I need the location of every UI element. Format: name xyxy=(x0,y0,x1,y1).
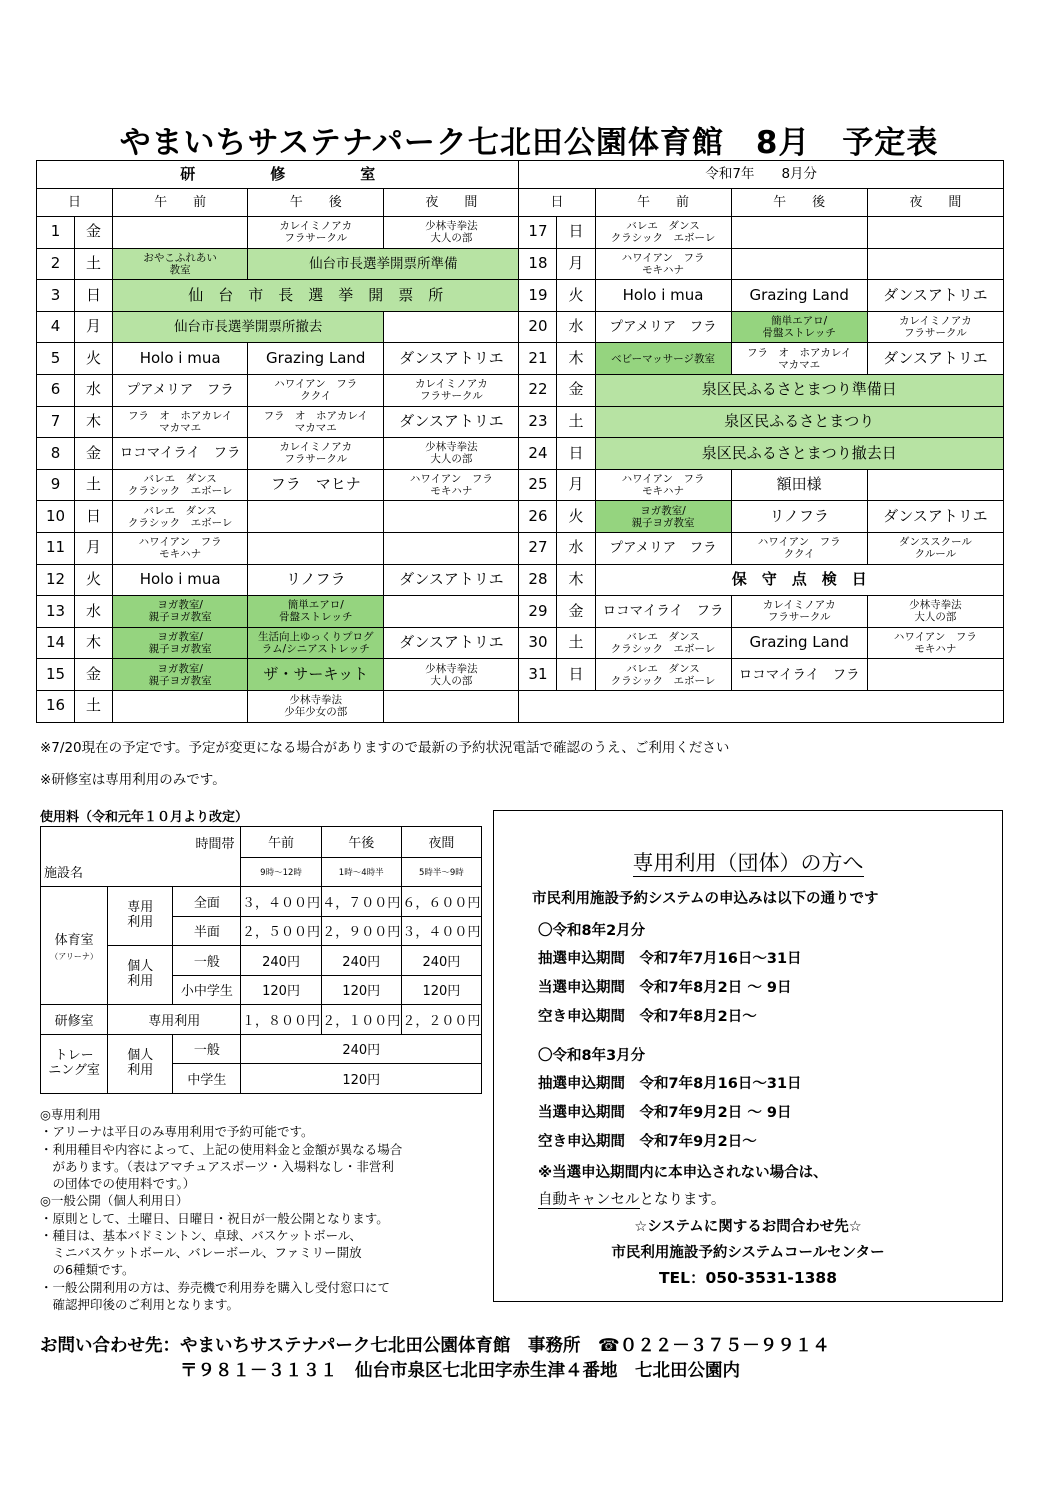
day-number: 15 xyxy=(37,659,75,691)
weekday: 金 xyxy=(75,438,113,470)
gym-sub: （アリーナ） xyxy=(50,951,98,961)
event-am: ヨガ教室/ 親子ヨガ教室 xyxy=(595,501,731,533)
day-number: 30 xyxy=(519,627,557,659)
rule-line: ・原則として、土曜日、日曜日・祝日が一般公開となります。 xyxy=(40,1210,389,1226)
event-am: バレエ ダンス クラシック エボーレ xyxy=(595,217,731,249)
weekday: 日 xyxy=(557,438,595,470)
student-label: 小中学生 xyxy=(173,975,241,1005)
event-am: バレエ ダンス クラシック エボーレ xyxy=(595,627,731,659)
weekday: 木 xyxy=(75,406,113,438)
call-center-name: 市民利用施設予約システムコールセンター xyxy=(611,1245,885,1261)
weekday: 月 xyxy=(75,532,113,564)
training-pm: ２，１００円 xyxy=(321,1005,401,1035)
event-night xyxy=(384,596,519,628)
event-pm xyxy=(731,248,867,280)
mar-heading: 〇令和8年3月分 xyxy=(538,1048,646,1064)
event-night: 少林寺拳法 大人の部 xyxy=(867,596,1003,628)
half-label: 半面 xyxy=(173,916,241,946)
event-night: ダンスアトリエ xyxy=(867,280,1003,312)
trainer-student-value: 120円 xyxy=(241,1064,482,1094)
event-night xyxy=(384,311,519,343)
day-number: 22 xyxy=(519,374,557,406)
event-pm xyxy=(731,217,867,249)
rule-line: の団体での使用料です。） xyxy=(40,1176,196,1191)
event-am: おやこふれあい 教室 xyxy=(113,248,248,280)
weekday: 水 xyxy=(557,532,595,564)
event-pm: カレイミノアカ フラサークル xyxy=(248,438,384,470)
event-pm: フラ マヒナ xyxy=(248,469,384,501)
rule-line: ・利用種目や内容によって、上記の使用料金と金額が異なる場合 xyxy=(40,1141,403,1157)
weekday: 日 xyxy=(75,501,113,533)
student-pm: 120円 xyxy=(321,975,401,1005)
weekday: 日 xyxy=(557,217,595,249)
weekday: 水 xyxy=(557,311,595,343)
event-night: ハワイアン フラ モキハナ xyxy=(867,627,1003,659)
day-number: 29 xyxy=(519,596,557,628)
empty-cell xyxy=(519,690,1004,722)
day-number: 10 xyxy=(37,501,75,533)
table-row xyxy=(37,217,1004,249)
event-am xyxy=(113,690,248,722)
event-am: ハワイアン フラ モキハナ xyxy=(113,532,248,564)
group-box-title-text: 専用利用（団体）の方へ xyxy=(632,851,864,875)
training-room-label: 研修室 xyxy=(41,1005,108,1035)
event-night: ダンスアトリエ xyxy=(384,564,519,596)
individual-label: 個人 利用 xyxy=(108,946,173,1005)
page-title: やまいちサステナパーク七北田公園体育館 8月 予定表 xyxy=(119,125,939,161)
day-number: 18 xyxy=(519,248,557,280)
mar-vacancy: 空き申込期間 令和7年9月2日～ xyxy=(538,1134,757,1150)
am-head: 午前 xyxy=(241,827,321,858)
cancel-warning: ※当選申込期間内に本申込されない場合は、 xyxy=(538,1165,828,1181)
full-am: ３，４００円 xyxy=(241,887,321,917)
mar-winner: 当選申込期間 令和7年9月2日 ～ 9日 xyxy=(538,1105,792,1121)
table-row xyxy=(37,406,1004,438)
contact-heading: ☆システムに関するお問合わせ先☆ xyxy=(634,1219,862,1235)
event-pm: カレイミノアカ フラサークル xyxy=(731,596,867,628)
weekday: 水 xyxy=(75,374,113,406)
event-night xyxy=(384,501,519,533)
event-pm: ハワイアン フラ ククイ xyxy=(731,532,867,564)
event-night: ダンススクール クルール xyxy=(867,532,1003,564)
weekday: 火 xyxy=(557,280,595,312)
weekday: 土 xyxy=(75,248,113,280)
weekday: 土 xyxy=(557,627,595,659)
day-number: 5 xyxy=(37,343,75,375)
general-label: 一般 xyxy=(173,946,241,976)
table-row xyxy=(37,469,1004,501)
event-full-day: 仙 台 市 長 選 挙 開 票 所 xyxy=(113,280,519,312)
event-full-day: 保 守 点 検 日 xyxy=(595,564,1004,596)
full-label: 全面 xyxy=(173,887,241,917)
general-night: 240円 xyxy=(401,946,481,976)
table-row xyxy=(37,690,1004,722)
table-row xyxy=(37,501,1004,533)
event-am: ヨガ教室/ 親子ヨガ教室 xyxy=(113,627,248,659)
event-pm-night: 仙台市長選挙開票所準備 xyxy=(248,248,519,280)
event-am: ヨガ教室/ 親子ヨガ教室 xyxy=(113,659,248,691)
event-night: 少林寺拳法 大人の部 xyxy=(384,217,519,249)
usage-rules xyxy=(40,1106,490,1313)
day-number: 16 xyxy=(37,690,75,722)
event-full-day: 泉区民ふるさとまつり準備日 xyxy=(595,374,1004,406)
event-am: ハワイアン フラ モキハナ xyxy=(595,248,731,280)
day-number: 20 xyxy=(519,311,557,343)
room-header: 研 修 室 xyxy=(37,161,519,189)
day-number: 26 xyxy=(519,501,557,533)
weekday: 土 xyxy=(75,469,113,501)
event-night xyxy=(867,217,1003,249)
pm-column-header: 午 後 xyxy=(248,189,384,217)
weekday: 月 xyxy=(75,311,113,343)
student-am: 120円 xyxy=(241,975,321,1005)
day-number: 17 xyxy=(519,217,557,249)
event-pm: ザ・サーキット xyxy=(248,659,384,691)
weekday: 金 xyxy=(75,217,113,249)
feb-vacancy: 空き申込期間 令和7年8月2日～ xyxy=(538,1009,757,1025)
event-night xyxy=(867,248,1003,280)
training-use-label: 専用利用 xyxy=(108,1005,241,1035)
schedule-note: ※7/20現在の予定です。予定が変更になる場合がありますので最新の予約状況電話で確認のうえ、ご利用ください xyxy=(40,740,730,756)
weekday: 月 xyxy=(557,248,595,280)
event-pm: ハワイアン フラ ククイ xyxy=(248,374,384,406)
half-am: ２，５００円 xyxy=(241,916,321,946)
gym-label: 体育室 xyxy=(54,932,94,948)
event-pm: 少林寺拳法 少年少女の部 xyxy=(248,690,384,722)
day-number: 19 xyxy=(519,280,557,312)
weekday: 金 xyxy=(75,659,113,691)
event-am: プアメリア フラ xyxy=(595,311,731,343)
day-number: 12 xyxy=(37,564,75,596)
full-pm: ４，７００円 xyxy=(321,887,401,917)
group-box-title xyxy=(494,847,1002,877)
group-box-intro: 市民利用施設予約システムの申込みは以下の通りです xyxy=(532,891,879,907)
event-pm: Grazing Land xyxy=(731,280,867,312)
day-number: 9 xyxy=(37,469,75,501)
table-row xyxy=(37,248,1004,280)
feb-heading: 〇令和8年2月分 xyxy=(538,923,646,939)
event-pm: ロコマイライ フラ xyxy=(731,659,867,691)
table-row xyxy=(37,659,1004,691)
event-am: バレエ ダンス クラシック エボーレ xyxy=(113,469,248,501)
rule-line: ◎一般公開（個人利用日） xyxy=(40,1193,189,1209)
day-number: 1 xyxy=(37,217,75,249)
rule-line: ◎専用利用 xyxy=(40,1107,101,1122)
rule-line: ・一般公開利用の方は、券売機で利用券を購入し受付窓口にて xyxy=(40,1279,391,1295)
table-row xyxy=(37,532,1004,564)
day-number: 6 xyxy=(37,374,75,406)
day-number: 27 xyxy=(519,532,557,564)
event-am: ロコマイライ フラ xyxy=(595,596,731,628)
day-number: 23 xyxy=(519,406,557,438)
event-pm: 額田様 xyxy=(731,469,867,501)
training-night: ２，２００円 xyxy=(401,1005,481,1035)
weekday: 水 xyxy=(75,596,113,628)
weekday: 火 xyxy=(75,343,113,375)
trainer-room-label: トレー ニング室 xyxy=(41,1034,108,1093)
table-row xyxy=(37,311,1004,343)
training-am: １，８００円 xyxy=(241,1005,321,1035)
trainer-use-label: 個人 利用 xyxy=(108,1034,173,1093)
auto-cancel-text: 自動キャンセル xyxy=(538,1192,640,1208)
table-row xyxy=(37,564,1004,596)
footer-contact xyxy=(40,1334,830,1385)
table-row xyxy=(37,280,1004,312)
exclusive-label: 専用 利用 xyxy=(108,887,173,946)
event-night: カレイミノアカ フラサークル xyxy=(867,311,1003,343)
day-column-header: 日 xyxy=(519,189,595,217)
event-pm: フラ オ ホアカレイ マカマエ xyxy=(731,343,867,375)
rule-line: 確認押印後のご利用となります。 xyxy=(40,1296,240,1312)
fee-table xyxy=(40,826,482,1094)
table-row xyxy=(37,438,1004,470)
event-pm: フラ オ ホアカレイ マカマエ xyxy=(248,406,384,438)
footer-line-2: 〒９８１－３１３１ 仙台市泉区七北田字赤生津４番地 七北田公園内 xyxy=(40,1361,740,1382)
pm-head: 午後 xyxy=(321,827,401,858)
event-am: プアメリア フラ xyxy=(595,532,731,564)
day-number: 14 xyxy=(37,627,75,659)
table-row xyxy=(37,596,1004,628)
event-night xyxy=(384,690,519,722)
event-pm: リノフラ xyxy=(248,564,384,596)
weekday: 火 xyxy=(75,564,113,596)
table-row xyxy=(37,627,1004,659)
day-number: 2 xyxy=(37,248,75,280)
event-am: ロコマイライ フラ xyxy=(113,438,248,470)
weekday: 火 xyxy=(557,501,595,533)
day-number: 4 xyxy=(37,311,75,343)
event-night: ダンスアトリエ xyxy=(384,343,519,375)
event-pm: リノフラ xyxy=(731,501,867,533)
full-night: ６，６００円 xyxy=(401,887,481,917)
footer-line-1: お問い合わせ先：やまいちサステナパーク七北田公園体育館 事務所 ☎０２２－３７５－９９１４ xyxy=(40,1336,830,1356)
event-am: バレエ ダンス クラシック エボーレ xyxy=(595,659,731,691)
event-am: Holo i mua xyxy=(113,343,248,375)
day-number: 3 xyxy=(37,280,75,312)
time-label: 時間帯 xyxy=(41,827,241,858)
fee-title: 使用料（令和元年１０月より改定） xyxy=(40,810,249,825)
rule-line: ・アリーナは平日のみ専用利用で予約可能です。 xyxy=(40,1124,314,1140)
rule-line: の6種類です。 xyxy=(40,1262,135,1278)
day-number: 8 xyxy=(37,438,75,470)
table-row xyxy=(37,343,1004,375)
night-time: 5時半～9時 xyxy=(401,857,481,887)
call-center-tel: TEL：050-3531-1388 xyxy=(658,1269,838,1287)
trainer-student-label: 中学生 xyxy=(173,1064,241,1094)
facility-label: 施設名 xyxy=(41,857,241,887)
event-night: ハワイアン フラ モキハナ xyxy=(384,469,519,501)
event-night xyxy=(384,532,519,564)
event-pm: カレイミノアカ フラサークル xyxy=(248,217,384,249)
room-note: ※研修室は専用利用のみです。 xyxy=(40,772,226,788)
event-pm: 生活向上ゆっくりプログ ラム/シニアストレッチ xyxy=(248,627,384,659)
event-am: フラ オ ホアカレイ マカマエ xyxy=(113,406,248,438)
weekday: 日 xyxy=(75,280,113,312)
event-am: Holo i mua xyxy=(595,280,731,312)
event-full-day: 泉区民ふるさとまつり xyxy=(595,406,1004,438)
day-number: 24 xyxy=(519,438,557,470)
rule-line: があります。（表はアマチュアスポーツ・入場料なし・非営利 xyxy=(40,1158,394,1174)
event-night xyxy=(867,469,1003,501)
event-pm xyxy=(248,501,384,533)
event-night: ダンスアトリエ xyxy=(384,627,519,659)
general-am: 240円 xyxy=(241,946,321,976)
half-pm: ２，９００円 xyxy=(321,916,401,946)
am-column-header: 午 前 xyxy=(113,189,248,217)
rule-line: ミニバスケットボール、バレーボール、ファミリー開放 xyxy=(40,1245,362,1260)
night-column-header: 夜 間 xyxy=(867,189,1003,217)
event-pm: 簡単エアロ/ 骨盤ストレッチ xyxy=(248,596,384,628)
event-am: ベビーマッサージ教室 xyxy=(595,343,731,375)
event-night xyxy=(867,659,1003,691)
event-pm: 簡単エアロ/ 骨盤ストレッチ xyxy=(731,311,867,343)
event-night: 少林寺拳法 大人の部 xyxy=(384,659,519,691)
rule-line: ・種目は、基本バドミントン、卓球、バスケットボール、 xyxy=(40,1227,362,1243)
weekday: 木 xyxy=(75,627,113,659)
weekday: 木 xyxy=(557,564,595,596)
event-night: ダンスアトリエ xyxy=(867,343,1003,375)
schedule-table xyxy=(36,160,1004,723)
event-am: ヨガ教室/ 親子ヨガ教室 xyxy=(113,596,248,628)
day-column-header: 日 xyxy=(37,189,113,217)
half-night: ３，４００円 xyxy=(401,916,481,946)
event-pm xyxy=(248,532,384,564)
student-night: 120円 xyxy=(401,975,481,1005)
day-number: 31 xyxy=(519,659,557,691)
weekday: 土 xyxy=(75,690,113,722)
feb-lottery: 抽選申込期間 令和7年7月16日～31日 xyxy=(538,951,802,967)
pm-time: 1時～4時半 xyxy=(321,857,401,887)
gym-cell xyxy=(41,887,108,1005)
event-am-pm: 仙台市長選挙開票所撤去 xyxy=(113,311,384,343)
event-night: ダンスアトリエ xyxy=(384,406,519,438)
night-column-header: 夜 間 xyxy=(384,189,519,217)
am-time: 9時～12時 xyxy=(241,857,321,887)
day-number: 28 xyxy=(519,564,557,596)
event-full-day: 泉区民ふるさとまつり撤去日 xyxy=(595,438,1004,470)
event-pm: Grazing Land xyxy=(248,343,384,375)
event-am: バレエ ダンス クラシック エボーレ xyxy=(113,501,248,533)
day-number: 21 xyxy=(519,343,557,375)
period-header: 令和7年 8月分 xyxy=(519,161,1004,189)
day-number: 25 xyxy=(519,469,557,501)
event-am: プアメリア フラ xyxy=(113,374,248,406)
group-info-box xyxy=(493,810,1003,1302)
event-am xyxy=(113,217,248,249)
day-number: 13 xyxy=(37,596,75,628)
mar-lottery: 抽選申込期間 令和7年8月16日～31日 xyxy=(538,1076,802,1092)
event-am: Holo i mua xyxy=(113,564,248,596)
weekday: 金 xyxy=(557,596,595,628)
feb-winner: 当選申込期間 令和7年8月2日 ～ 9日 xyxy=(538,980,792,996)
event-pm: Grazing Land xyxy=(731,627,867,659)
trainer-general-value: 240円 xyxy=(241,1034,482,1064)
trainer-general-label: 一般 xyxy=(173,1034,241,1064)
am-column-header: 午 前 xyxy=(595,189,731,217)
pm-column-header: 午 後 xyxy=(731,189,867,217)
event-night: 少林寺拳法 大人の部 xyxy=(384,438,519,470)
day-number: 11 xyxy=(37,532,75,564)
event-am: ハワイアン フラ モキハナ xyxy=(595,469,731,501)
general-pm: 240円 xyxy=(321,946,401,976)
weekday: 日 xyxy=(557,659,595,691)
weekday: 土 xyxy=(557,406,595,438)
day-number: 7 xyxy=(37,406,75,438)
weekday: 金 xyxy=(557,374,595,406)
table-row xyxy=(37,374,1004,406)
auto-cancel-tail: となります。 xyxy=(639,1192,726,1208)
weekday: 月 xyxy=(557,469,595,501)
weekday: 木 xyxy=(557,343,595,375)
event-night: ダンスアトリエ xyxy=(867,501,1003,533)
event-night: カレイミノアカ フラサークル xyxy=(384,374,519,406)
night-head: 夜間 xyxy=(401,827,481,858)
auto-cancel-line xyxy=(538,1188,725,1209)
